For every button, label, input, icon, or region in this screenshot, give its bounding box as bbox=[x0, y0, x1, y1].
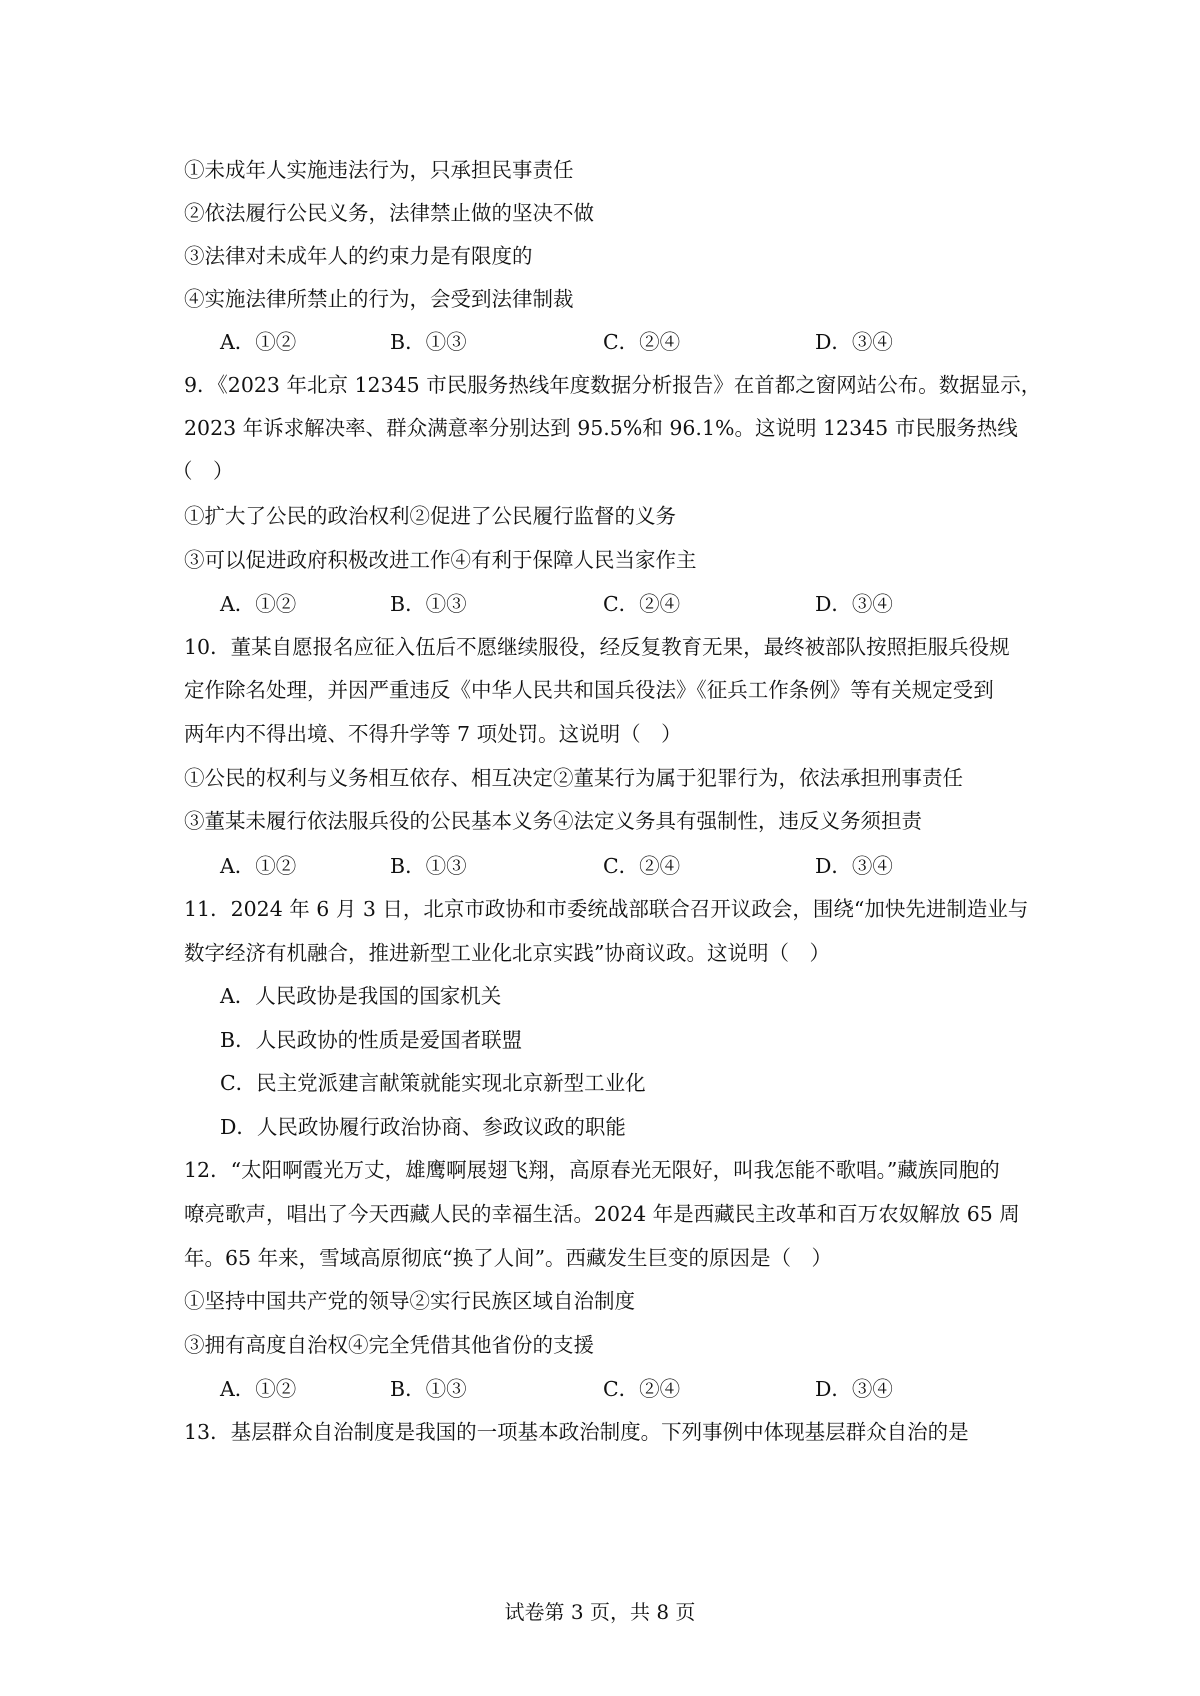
q8-option-d: D．③④ bbox=[815, 330, 893, 354]
q11-stem-line-1: 11．2024 年 6 月 3 日，北京市政协和市委统战部联合召开议政会，围绕“加快先进制造业与 bbox=[184, 897, 1029, 921]
q12-option-a: A．①② bbox=[220, 1377, 297, 1401]
q10-stem-line-3: 两年内不得出境、不得升学等 7 项处罚。这说明（ ） bbox=[184, 722, 682, 746]
q8-option-b: B．①③ bbox=[390, 330, 467, 354]
q12-statements-1-2: ①坚持中国共产党的领导②实行民族区域自治制度 bbox=[184, 1289, 635, 1313]
q13-stem-line-1: 13．基层群众自治制度是我国的一项基本政治制度。下列事例中体现基层群众自治的是 bbox=[184, 1420, 969, 1444]
q12-stem-line-1: 12．“太阳啊霞光万丈，雄鹰啊展翅飞翔，高原春光无限好，叫我怎能不歌唱。”藏族同胞的 bbox=[184, 1158, 1000, 1182]
q8-statement-1: ①未成年人实施违法行为，只承担民事责任 bbox=[184, 158, 574, 182]
q9-option-c: C．②④ bbox=[603, 592, 681, 616]
q12-stem-line-2: 嘹亮歌声，唱出了今天西藏人民的幸福生活。2024 年是西藏民主改革和百万农奴解放 65 周 bbox=[184, 1202, 1020, 1226]
q12-option-d: D．③④ bbox=[815, 1377, 893, 1401]
page-footer: 试卷第 3 页，共 8 页 bbox=[504, 1600, 696, 1624]
q12-stem-line-3: 年。65 年来，雪域高原彻底“换了人间”。西藏发生巨变的原因是（ ） bbox=[184, 1246, 833, 1270]
q10-option-b: B．①③ bbox=[390, 854, 467, 878]
q8-statement-4: ④实施法律所禁止的行为，会受到法律制裁 bbox=[184, 287, 574, 311]
q11-option-d: D．人民政协履行政治协商、参政议政的职能 bbox=[220, 1115, 626, 1139]
q9-options bbox=[220, 589, 960, 619]
q8-options bbox=[220, 327, 960, 357]
q12-option-b: B．①③ bbox=[390, 1377, 467, 1401]
q12-option-c: C．②④ bbox=[603, 1377, 681, 1401]
q10-option-d: D．③④ bbox=[815, 854, 893, 878]
q10-stem-line-2: 定作除名处理，并因严重违反《中华人民共和国兵役法》《征兵工作条例》等有关规定受到 bbox=[184, 678, 994, 702]
q10-stem-line-1: 10．董某自愿报名应征入伍后不愿继续服役，经反复教育无果，最终被部队按照拒服兵役规 bbox=[184, 635, 1010, 659]
q10-statements-3-4: ③董某未履行依法服兵役的公民基本义务④法定义务具有强制性，违反义务须担责 bbox=[184, 809, 922, 833]
q9-option-b: B．①③ bbox=[390, 592, 467, 616]
q11-option-c: C．民主党派建言献策就能实现北京新型工业化 bbox=[220, 1071, 646, 1095]
q12-options bbox=[220, 1374, 960, 1404]
q10-option-a: A．①② bbox=[220, 854, 297, 878]
q9-option-d: D．③④ bbox=[815, 592, 893, 616]
q11-stem-line-2: 数字经济有机融合，推进新型工业化北京实践”协商议政。这说明（ ） bbox=[184, 941, 830, 965]
q8-option-c: C．②④ bbox=[603, 330, 681, 354]
q9-stem-line-1: 9．《2023 年北京 12345 市民服务热线年度数据分析报告》在首都之窗网站公布。数据显示， bbox=[184, 373, 1042, 397]
q9-stem-line-2: 2023 年诉求解决率、群众满意率分别达到 95.5%和 96.1%。这说明 12345 市民服务热线 bbox=[184, 416, 1018, 440]
q9-statements-1-2: ①扩大了公民的政治权利②促进了公民履行监督的义务 bbox=[184, 504, 676, 528]
q9-statements-3-4: ③可以促进政府积极改进工作④有利于保障人民当家作主 bbox=[184, 548, 697, 572]
q10-statements-1-2: ①公民的权利与义务相互依存、相互决定②董某行为属于犯罪行为，依法承担刑事责任 bbox=[184, 766, 963, 790]
q9-option-a: A．①② bbox=[220, 592, 297, 616]
q11-option-a: A．人民政协是我国的国家机关 bbox=[220, 984, 502, 1008]
q11-option-b: B．人民政协的性质是爱国者联盟 bbox=[220, 1028, 523, 1052]
q10-option-c: C．②④ bbox=[603, 854, 681, 878]
q9-answer-blank: （ ） bbox=[172, 459, 234, 483]
q8-statement-3: ③法律对未成年人的约束力是有限度的 bbox=[184, 244, 533, 268]
q8-statement-2: ②依法履行公民义务，法律禁止做的坚决不做 bbox=[184, 201, 594, 225]
q12-statements-3-4: ③拥有高度自治权④完全凭借其他省份的支援 bbox=[184, 1333, 594, 1357]
q8-option-a: A．①② bbox=[220, 330, 297, 354]
q10-options bbox=[220, 851, 960, 881]
